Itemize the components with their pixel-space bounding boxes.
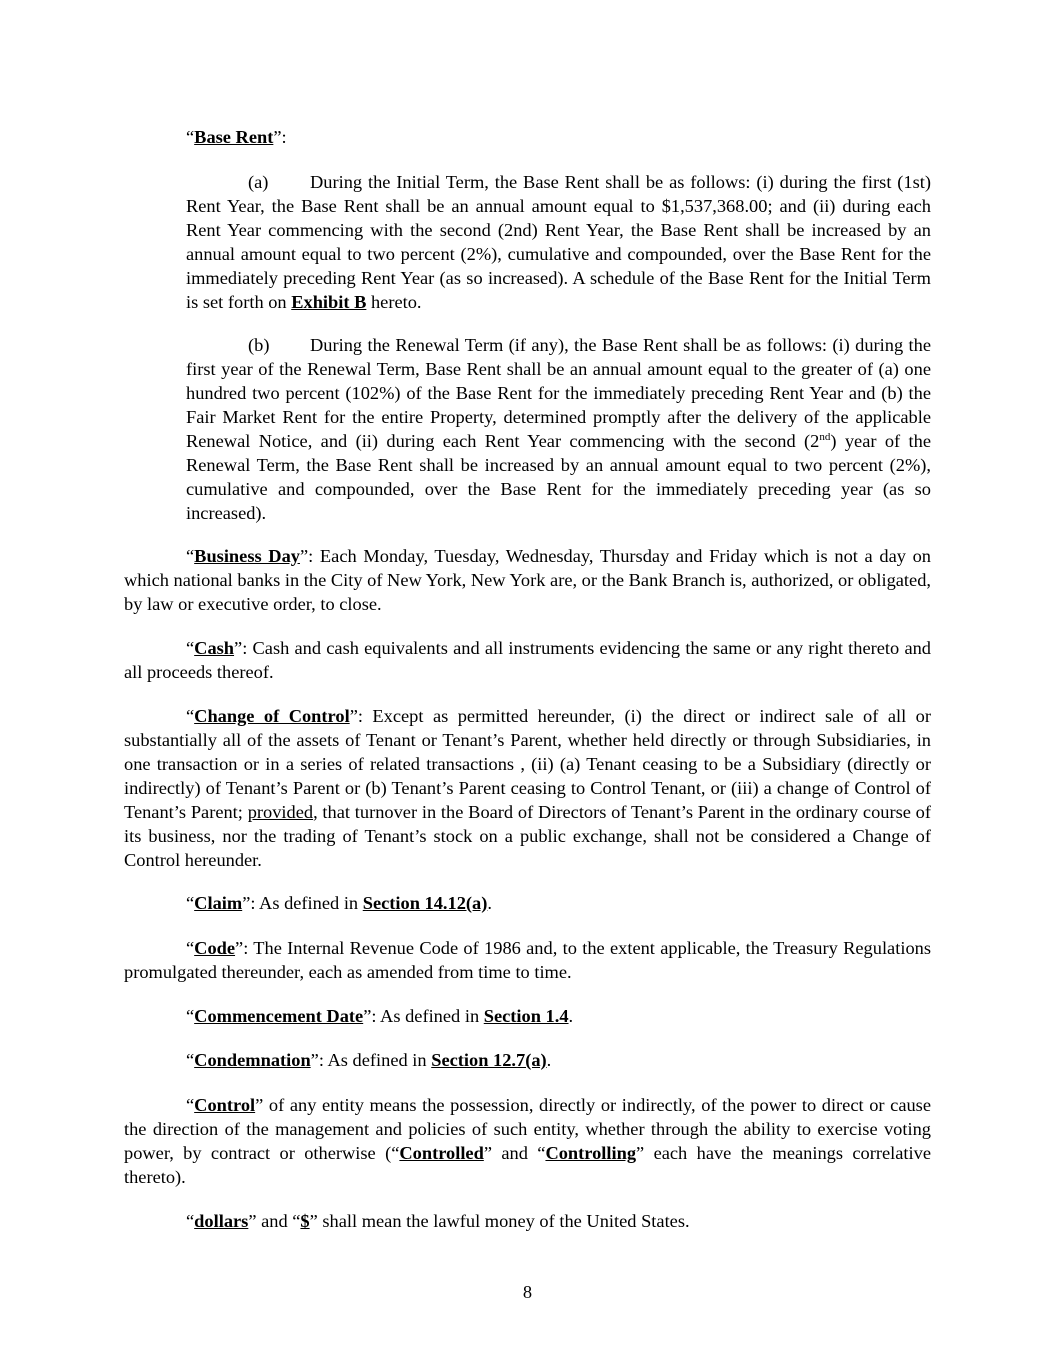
defined-term: Cash <box>194 638 235 658</box>
base-rent-clause-a: (a) During the Initial Term, the Base Rent shall be as follows: (i) during the first (1st) Rent Year, the Base Rent shall be an annual amount equal to $1,537,368.00; and (ii) during each Rent Year commencing with the second (2nd) Rent Year, the Base Rent shall be increased by an annual amount equal to two percent (2%), cumulative and compounded, over the Base Rent for the immediately preceding Rent Year (as so increased). A schedule of the Base Rent for the Initial Term is set forth on Exhibit B hereto. <box>186 172 931 312</box>
defined-term: Controlling <box>545 1143 637 1163</box>
page-number: 8 <box>522 1282 533 1302</box>
defined-term: Controlled <box>399 1143 484 1163</box>
definition-code: “Code”: The Internal Revenue Code of 1986 and, to the extent applicable, the Treasury Regulations promulgated thereunder, each as amended from time to time. <box>124 938 931 982</box>
defined-term: Code <box>194 938 236 958</box>
superscript: nd <box>819 430 831 443</box>
defined-term: Commencement Date <box>194 1006 364 1026</box>
cross-reference: Section 12.7(a) <box>431 1050 547 1070</box>
definition-business-day: “Business Day”: Each Monday, Tuesday, Wednesday, Thursday and Friday which is not a day on which national banks in the City of New York, New York are, or the Bank Branch is, authorized, or obligated, by law or executive order, to close. <box>124 546 931 614</box>
definition-change-of-control: “Change of Control”: Except as permitted hereunder, (i) the direct or indirect sale of all or substantially all of the assets of Tenant or Tenant’s Parent, whether held directly or through Subsidiaries, in one transaction or in a series of related transactions , (ii) (a) Tenant ceasing to be a Subsidiary (directly or indirectly) of Tenant’s Parent or (b) Tenant’s Parent ceasing to Control Tenant, or (iii) a change of Control of Tenant’s Parent; provided, that turnover in the Board of Directors of Tenant’s Parent in the ordinary course of its business, nor the trading of Tenant’s stock on a public exchange, shall not be considered a Change of Control hereunder. <box>124 706 932 870</box>
definition-control: “Control” of any entity means the possession, directly or indirectly, of the power to direct or cause the direction of the management and policies of such entity, whether through the ability to exercise voting power, by contract or otherwise (“Controlled” and “Controlling” each have the meanings correlative thereto). <box>124 1095 931 1187</box>
defined-term: Base Rent <box>194 127 274 147</box>
defined-term: Condemnation <box>194 1050 311 1070</box>
definition-cash: “Cash”: Cash and cash equivalents and all instruments evidencing the same or any right thereto and all proceeds thereof. <box>124 638 931 682</box>
cross-reference: Section 14.12(a) <box>362 893 488 913</box>
definition-commencement-date: “Commencement Date”: As defined in Section 1.4. <box>186 1006 574 1026</box>
defined-term: Business Day <box>194 546 300 566</box>
clause-label: (a) <box>248 172 269 192</box>
defined-term: $ <box>300 1211 310 1231</box>
clause-label: (b) <box>248 335 270 355</box>
defined-term: Claim <box>194 893 243 913</box>
cross-reference: Exhibit B <box>291 292 367 312</box>
cross-reference: Section 1.4 <box>483 1006 569 1026</box>
defined-term: dollars <box>194 1211 249 1231</box>
proviso-term: provided <box>247 802 314 822</box>
definition-base-rent: “Base Rent”: <box>186 127 287 147</box>
definition-condemnation: “Condemnation”: As defined in Section 12.7(a). <box>186 1050 552 1070</box>
definition-dollars: “dollars” and “$” shall mean the lawful money of the United States. <box>186 1211 690 1231</box>
definition-claim: “Claim”: As defined in Section 14.12(a). <box>186 893 492 913</box>
base-rent-clause-b: (b) During the Renewal Term (if any), the Base Rent shall be as follows: (i) during the first year of the Renewal Term, Base Rent shall be an annual amount equal to the greater of (a) one hundred two percent (102%) of the Base Rent for the immediately preceding Rent Year and (b) the Fair Market Rent for the entire Property, determined promptly after the delivery of the applicable Renewal Notice, and (ii) during each Rent Year commencing with the second (2nd) year of the Renewal Term, the Base Rent shall be increased by an annual amount equal to two percent (2%), cumulative and compounded, over the Base Rent for the immediately preceding year (as so increased). <box>186 335 931 523</box>
defined-term: Control <box>194 1095 256 1115</box>
defined-term: Change of Control <box>194 706 350 726</box>
